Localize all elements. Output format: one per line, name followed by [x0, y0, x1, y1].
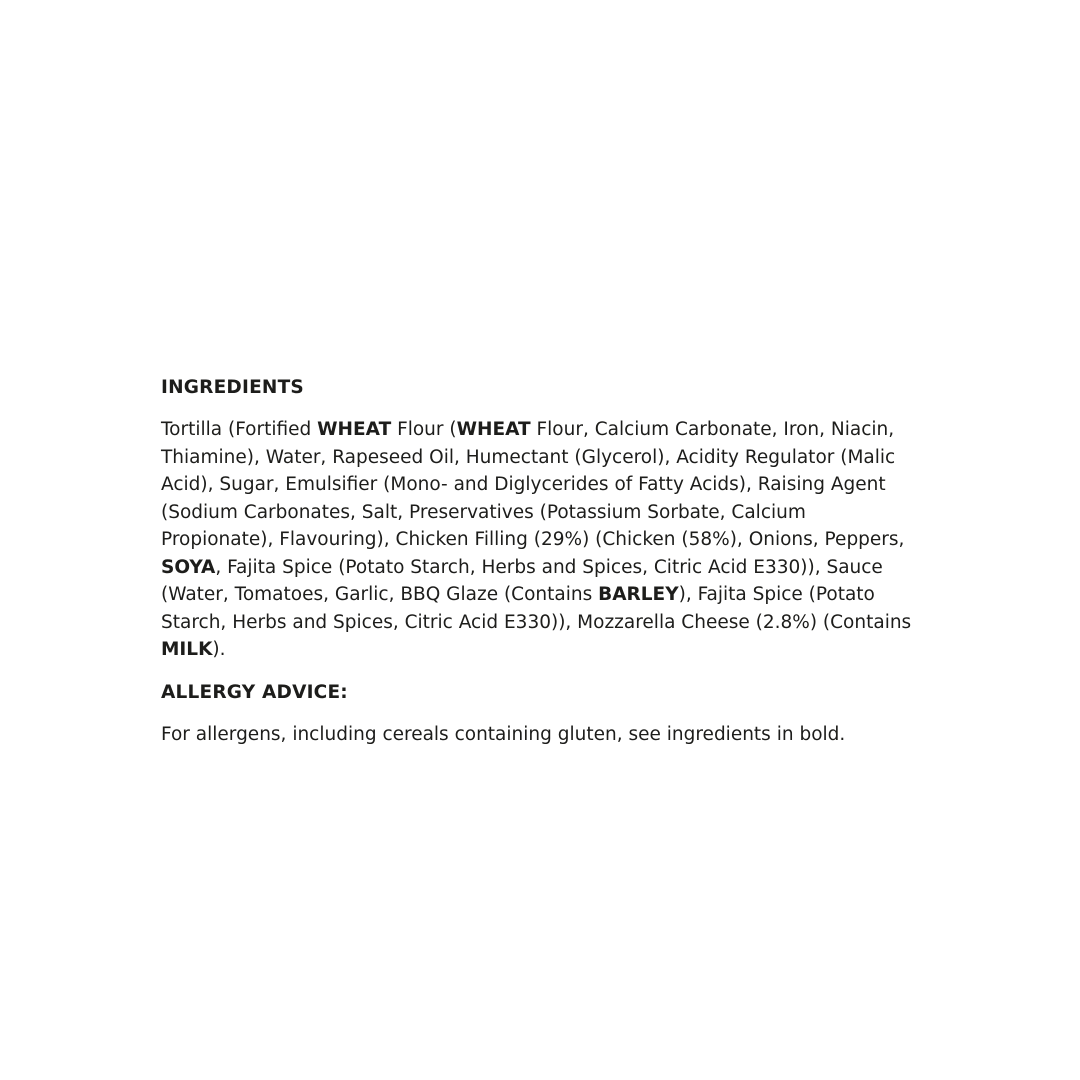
ingredients-heading: INGREDIENTS: [161, 377, 304, 398]
allergy-advice-body: For allergens, including cereals containing gluten, see ingredients in bold.: [161, 723, 846, 745]
allergy-advice-heading: ALLERGY ADVICE:: [161, 681, 348, 703]
ingredients-paragraph: Tortilla (Fortified WHEAT Flour (WHEAT Flour, Calcium Carbonate, Iron, Niacin, Thiamine), Water, Rapeseed Oil, Humectant (Glycerol), Acidity Regulator (Malic Acid), Sugar, Emulsifier (Mono- and Diglycerides of Fatty Acids), Raising Agent (Sodium Carbonates, Salt, Preservatives (Potassium Sorbate, Calcium Propionate), Flavouring), Chicken Filling (29%) (Chicken (58%), Onions, Peppers, SOYA, Fajita Spice (Potato Starch, Herbs and Spices, Citric Acid E330)), Sauce (Water, Tomatoes, Garlic, BBQ Glaze (Contains BARLEY), Fajita Spice (Potato Starch, Herbs and Spices, Citric Acid E330)), Mozzarella Cheese (2.8%) (Contains MILK).: [161, 419, 912, 660]
ingredients-section: [161, 374, 918, 763]
